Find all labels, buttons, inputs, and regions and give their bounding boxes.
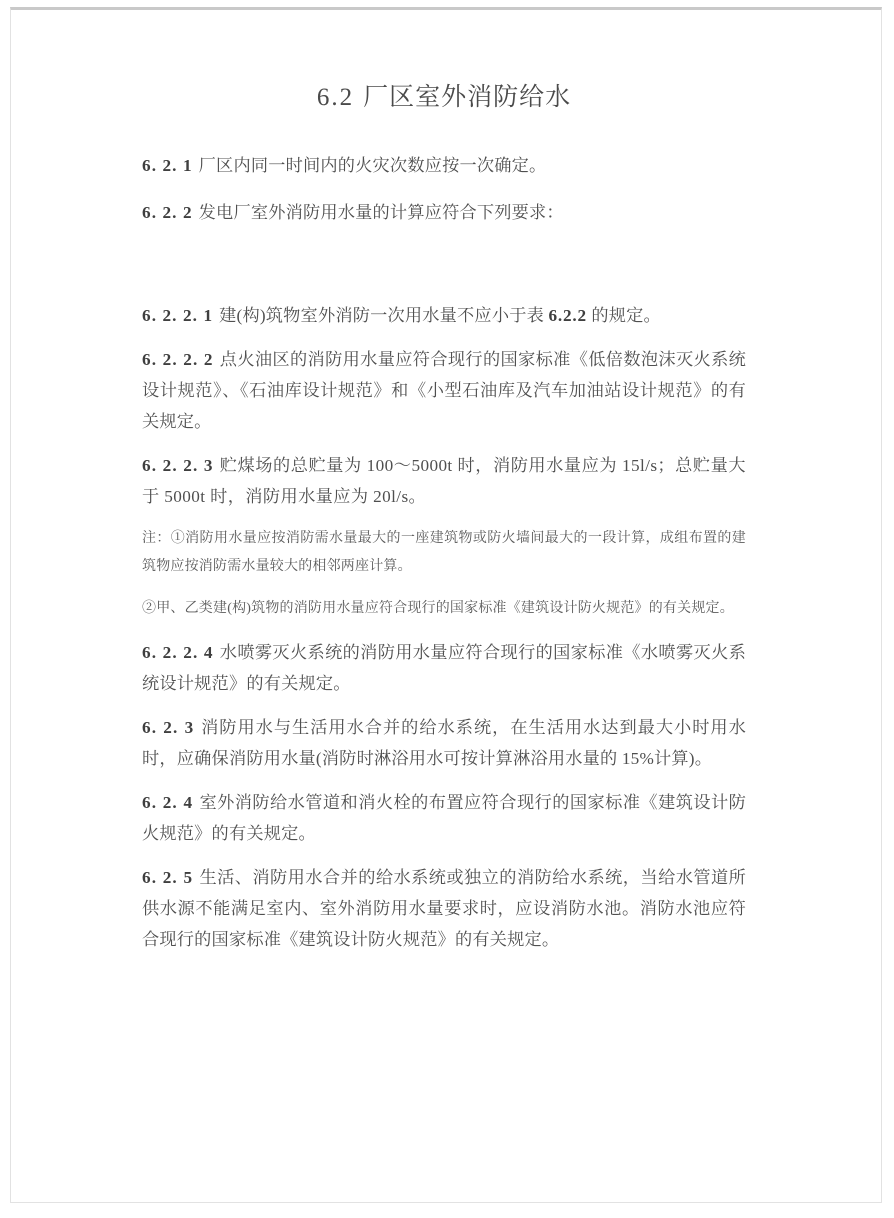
clause-text-after: 的规定。 <box>586 306 661 325</box>
clause-6-2-5 <box>142 862 746 955</box>
page-title-text: 厂区室外消防给水 <box>363 84 572 111</box>
clause-text-before: 建(构)筑物室外消防一次用水量不应小于表 <box>219 306 549 325</box>
spacer-between-notes <box>142 581 746 595</box>
clause-6-2-4 <box>142 787 746 849</box>
spacer-2 <box>142 331 746 344</box>
clause-text: 室外消防给水管道和消火栓的布置应符合现行的国家标准《建筑设计防火规范》的有关规定。 <box>142 793 747 843</box>
note-item-2 <box>142 595 746 623</box>
spacer-5 <box>142 774 746 787</box>
clause-number: 6. 2. 2. 1 <box>142 306 214 325</box>
spacer-after-title <box>142 115 746 150</box>
clause-number: 6. 2. 1 <box>142 156 193 175</box>
note-text: 消防用水量应按消防需水量最大的一座建筑物或防火墙间最大的一段计算，成组布置的建筑物应按消防需水量较大的相邻两座计算。 <box>142 531 746 574</box>
spacer-3 <box>142 437 746 450</box>
table-placeholder-gap <box>142 228 746 300</box>
page-title <box>142 10 746 115</box>
clause-text: 贮煤场的总贮量为 100～5000t 时，消防用水量应为 15l/s；总贮量大于 5000t 时，消防用水量应为 20l/s。 <box>142 456 746 506</box>
clause-6-2-2 <box>142 197 746 228</box>
clause-text: 消防用水与生活用水合并的给水系统，在生活用水达到最大小时用水时，应确保消防用水量(消防时淋浴用水可按计算淋浴用水量的 15%计算)。 <box>142 718 746 768</box>
clause-text: 发电厂室外消防用水量的计算应符合下列要求： <box>198 203 564 222</box>
spacer-6 <box>142 849 746 862</box>
clause-text: 水喷雾灭火系统的消防用水量应符合现行的国家标准《水喷雾灭火系统设计规范》的有关规定。 <box>142 643 746 693</box>
note-item-1 <box>142 525 746 581</box>
note-label: 注： <box>142 531 171 546</box>
spacer-4 <box>142 699 746 712</box>
note-text: 甲、乙类建(构)筑物的消防用水量应符合现行的国家标准《建筑设计防火规范》的有关规定。 <box>156 601 734 616</box>
clause-number: 6. 2. 2 <box>142 203 193 222</box>
document-page <box>10 7 882 1203</box>
clause-number: 6. 2. 2. 4 <box>142 643 214 662</box>
clause-number: 6. 2. 5 <box>142 868 194 887</box>
page-title-number: 6.2 <box>316 84 355 111</box>
spacer-1 <box>142 181 746 197</box>
clause-number: 6. 2. 4 <box>142 793 194 812</box>
clause-6-2-2-2 <box>142 344 746 437</box>
note-marker: ② <box>142 601 157 616</box>
page-content-column <box>142 10 746 955</box>
clause-text: 厂区内同一时间内的火灾次数应按一次确定。 <box>198 156 547 175</box>
spacer-before-notes <box>142 512 746 525</box>
note-marker: ① <box>170 531 186 546</box>
clause-number: 6. 2. 2. 3 <box>142 456 214 475</box>
spacer-after-notes <box>142 623 746 637</box>
clause-text: 生活、消防用水合并的给水系统或独立的消防给水系统，当给水管道所供水源不能满足室内、室外消防用水量要求时，应设消防水池。消防水池应符合现行的国家标准《建筑设计防火规范》的有关规定。 <box>142 868 747 949</box>
clause-number: 6. 2. 3 <box>142 718 195 737</box>
clause-6-2-2-4 <box>142 637 746 699</box>
clause-6-2-2-1 <box>142 300 746 331</box>
clause-number: 6. 2. 2. 2 <box>142 350 214 369</box>
clause-6-2-3 <box>142 712 746 774</box>
clause-text: 点火油区的消防用水量应符合现行的国家标准《低倍数泡沫灭火系统设计规范》、《石油库设计规范》和《小型石油库及汽车加油站设计规范》的有关规定。 <box>142 350 746 431</box>
clause-6-2-1 <box>142 150 746 181</box>
table-reference: 6.2.2 <box>548 306 587 325</box>
clause-6-2-2-3 <box>142 450 746 512</box>
